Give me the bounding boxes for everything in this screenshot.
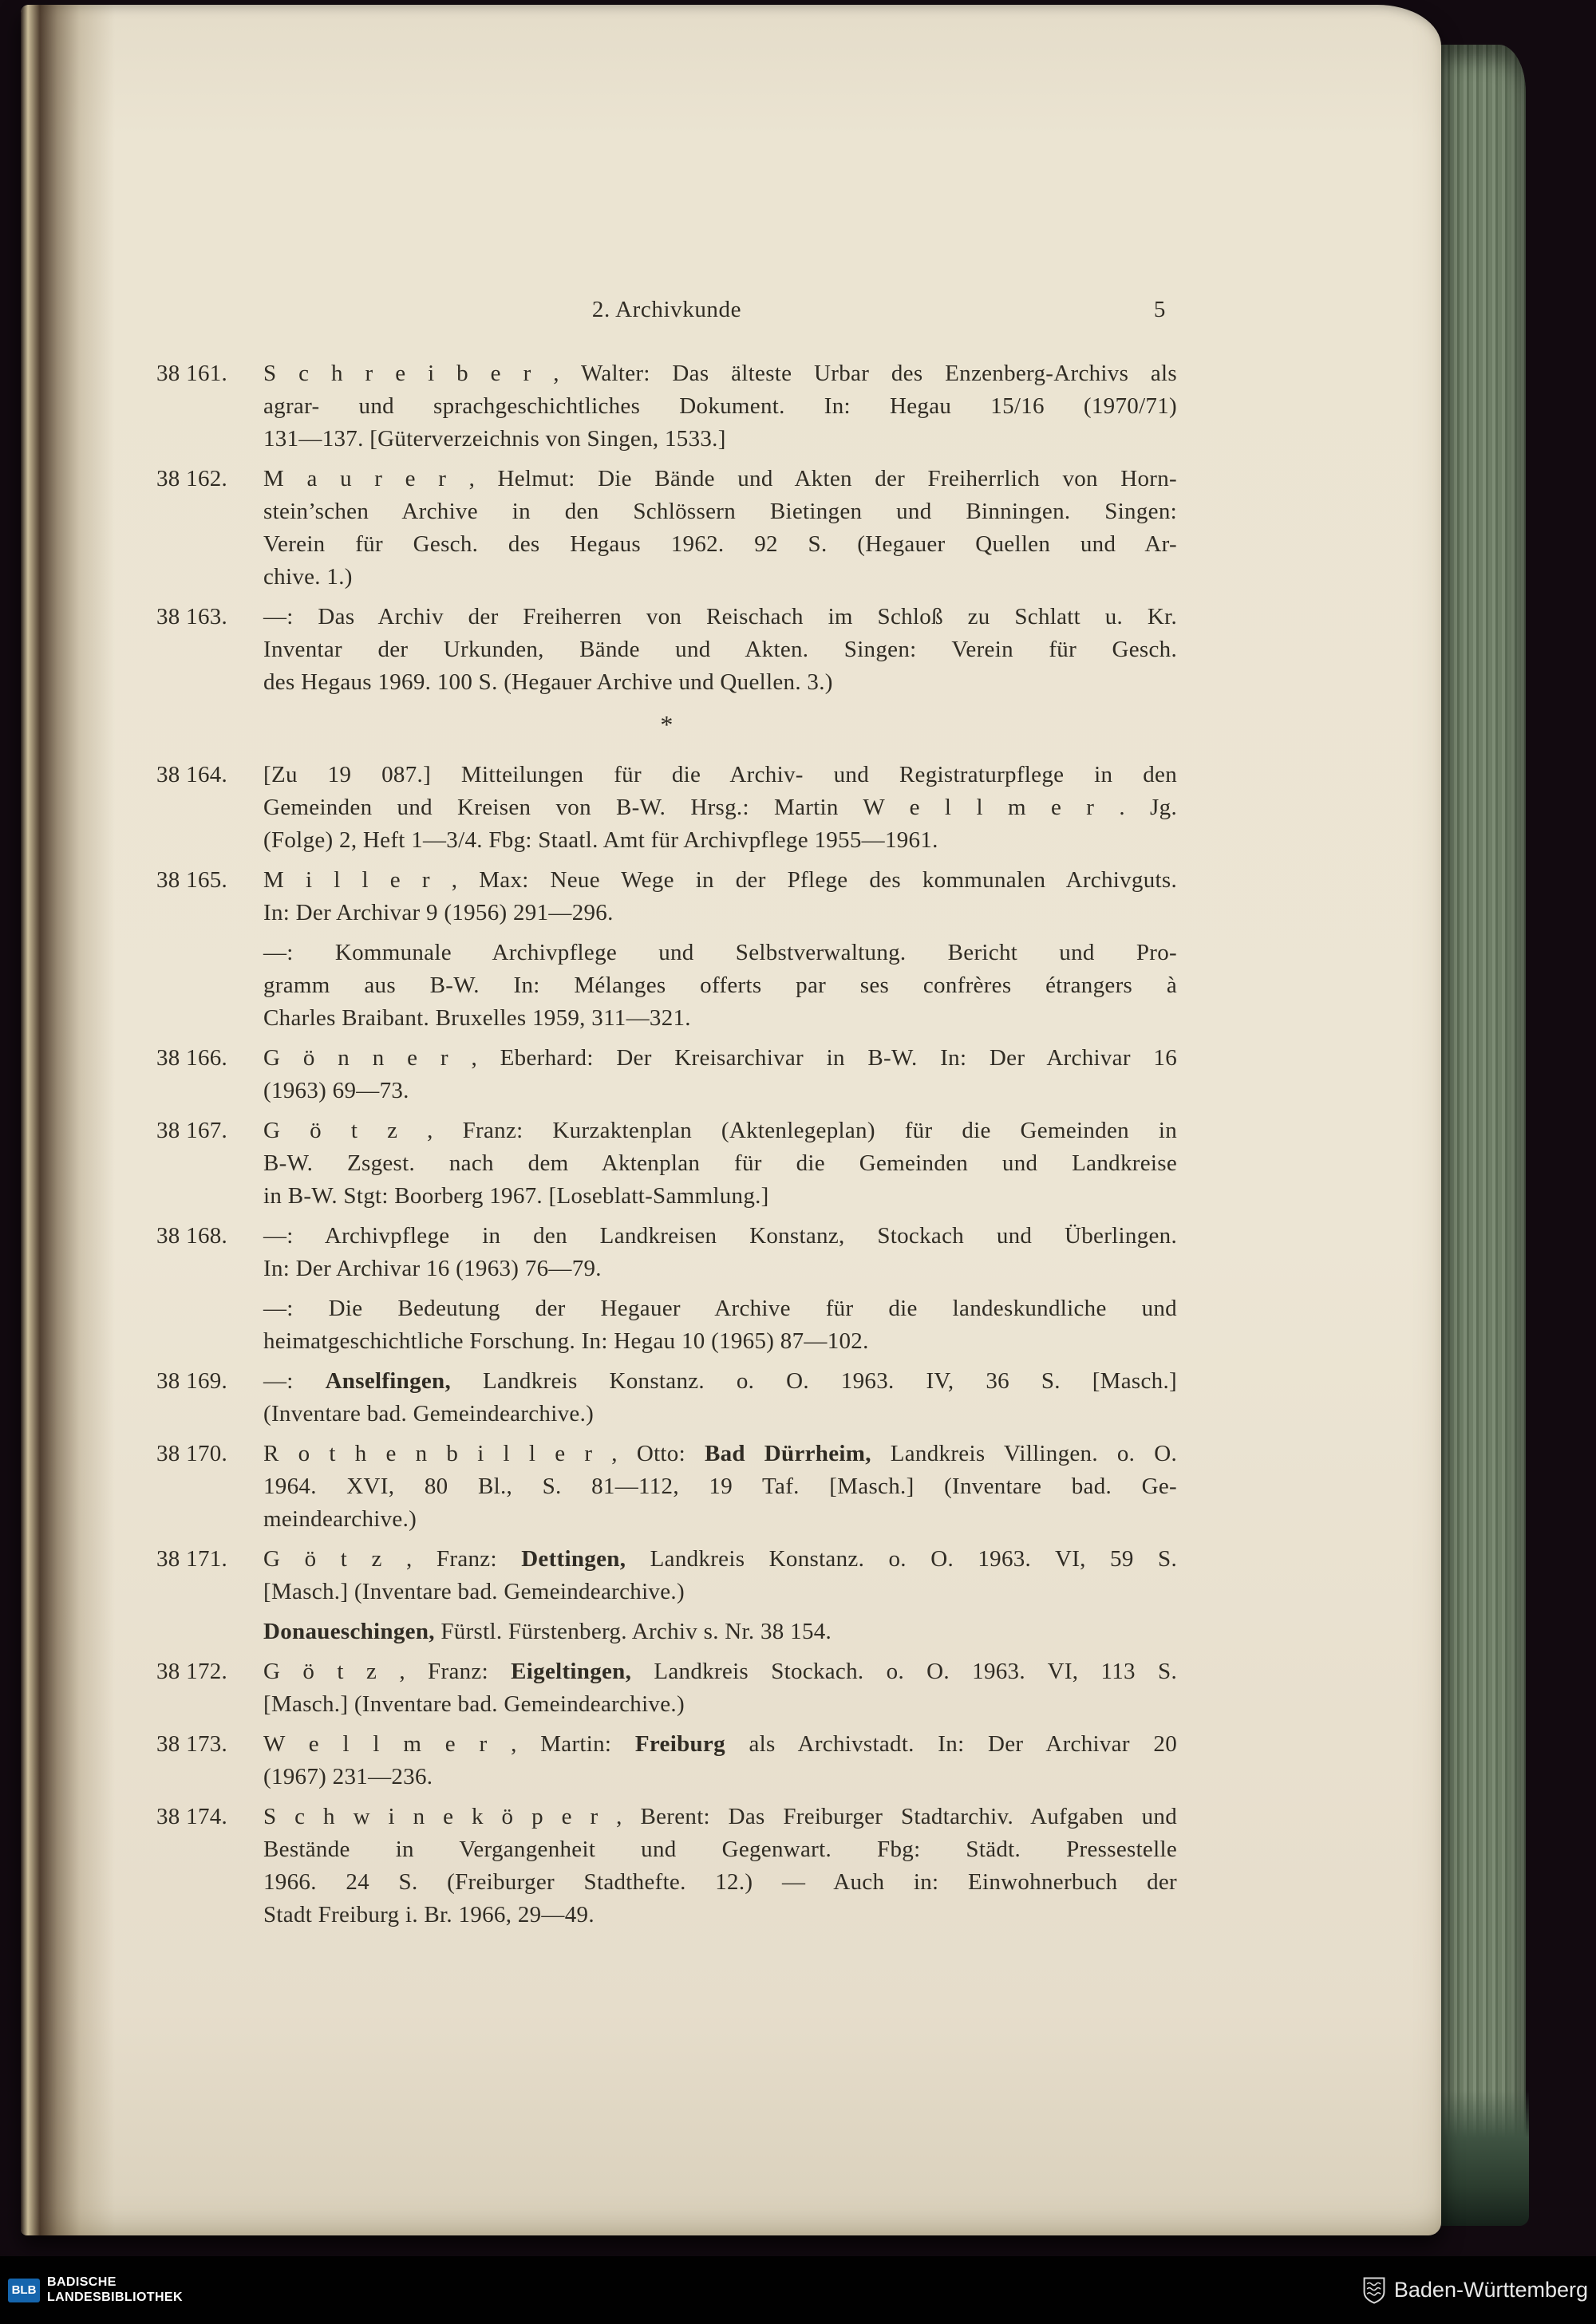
entry-text — [263, 1438, 1177, 1536]
entry-line: S c h r e i b e r , Walter: Das älteste Urbar des Enzenberg-Archivs als — [263, 361, 1177, 386]
entry-line-text: R o t h e n b i l l e r , Otto: — [263, 1441, 705, 1466]
viewer-footer — [0, 2256, 1596, 2324]
entry-number: 38 161. — [156, 361, 228, 386]
entry-line: Bestände in Vergangenheit und Gegenwart. Fbg: Städt. Pressestelle — [263, 1837, 1177, 1862]
bibliography-entry — [156, 937, 1177, 1035]
entry-line-text: Landkreis Villingen. o. O. — [871, 1441, 1178, 1466]
place-name-bold: Bad Dürrheim, — [704, 1441, 871, 1466]
bibliography-entry — [156, 864, 1177, 929]
bibliography-entry — [156, 357, 1177, 456]
entry-line: —: Das Archiv der Freiherren von Reischach im Schloß zu Schlatt u. Kr. — [263, 604, 1177, 629]
entry-line: stein’schen Archive in den Schlössern Bietingen und Binningen. Singen: — [263, 499, 1177, 524]
entry-line: G ö t z , Franz: Kurzaktenplan (Aktenlegeplan) für die Gemeinden in — [263, 1118, 1177, 1143]
entry-line — [263, 1728, 1177, 1761]
entry-list — [156, 357, 1177, 1939]
place-name-bold: Donaueschingen, — [263, 1619, 435, 1644]
baden-wuerttemberg-crest-icon — [1362, 2276, 1386, 2305]
entry-text — [263, 1292, 1177, 1358]
library-name-line1: BADISCHE — [47, 2275, 117, 2290]
entry-line-text: als Archivstadt. In: Der Archivar 20 — [725, 1731, 1177, 1757]
page-header — [156, 294, 1177, 326]
entry-line: M i l l e r , Max: Neue Wege in der Pflege des kommunalen Archivguts. — [263, 867, 1177, 893]
entry-number: 38 166. — [156, 1045, 228, 1071]
bibliography-entry — [156, 1292, 1177, 1358]
bibliography-entry — [156, 1220, 1177, 1285]
entry-text — [263, 1042, 1177, 1107]
entry-line: meindearchive.) — [263, 1506, 417, 1532]
entry-line: gramm aus B-W. In: Mélanges offerts par ses confrères étrangers à — [263, 973, 1177, 998]
entry-number: 38 162. — [156, 466, 228, 491]
entry-line: —: Archivpflege in den Landkreisen Konstanz, Stockach und Überlingen. — [263, 1223, 1177, 1249]
entry-line: —: Kommunale Archivpflege und Selbstverwaltung. Bericht und Pro- — [263, 940, 1177, 965]
entry-line-text: —: — [263, 1368, 326, 1394]
library-name — [47, 2275, 183, 2305]
entry-text — [263, 1365, 1177, 1430]
section-title: 2. Archivkunde — [591, 297, 742, 322]
entry-number: 38 170. — [156, 1441, 228, 1466]
entry-number — [156, 937, 263, 1035]
entry-line — [263, 1438, 1177, 1470]
entry-line — [263, 1616, 1177, 1648]
entry-text — [263, 1616, 1177, 1648]
entry-line: In: Der Archivar 9 (1956) 291—296. — [263, 900, 614, 925]
entry-text — [263, 1543, 1177, 1608]
entry-number: 38 174. — [156, 1804, 228, 1829]
entry-line: 131—137. [Güterverzeichnis von Singen, 1533.] — [263, 426, 726, 452]
library-name-line2: LANDESBIBLIOTHEK — [47, 2290, 183, 2304]
entry-line: S c h w i n e k ö p e r , Berent: Das Freiburger Stadtarchiv. Aufgaben und — [263, 1804, 1177, 1829]
entry-line: in B-W. Stgt: Boorberg 1967. [Loseblatt-Sammlung.] — [263, 1183, 769, 1209]
entry-text — [263, 1801, 1177, 1931]
book-page — [21, 5, 1441, 2235]
entry-line — [263, 1655, 1177, 1688]
entry-line-text: G ö t z , Franz: — [263, 1546, 522, 1572]
entry-number: 38 163. — [156, 604, 228, 629]
bibliography-entry — [156, 1655, 1177, 1721]
entry-number: 38 173. — [156, 1731, 228, 1757]
entry-line: (Folge) 2, Heft 1—3/4. Fbg: Staatl. Amt für Archivpflege 1955—1961. — [263, 827, 938, 853]
entry-number: 38 165. — [156, 867, 228, 893]
entry-number: 38 164. — [156, 762, 228, 787]
entry-line: M a u r e r , Helmut: Die Bände und Akten der Freiherrlich von Horn- — [263, 466, 1177, 491]
entry-text — [263, 1655, 1177, 1721]
bibliography-entry — [156, 1042, 1177, 1107]
bibliography-entry — [156, 1438, 1177, 1536]
entry-text — [263, 463, 1177, 594]
book-cover-edge — [1435, 2090, 1529, 2226]
entry-text — [263, 759, 1177, 857]
entry-line-text: G ö t z , Franz: — [263, 1659, 512, 1684]
entry-number: 38 169. — [156, 1368, 228, 1394]
entry-line: —: Die Bedeutung der Hegauer Archive für die landeskundliche und — [263, 1296, 1177, 1321]
entry-line: (1963) 69—73. — [263, 1078, 409, 1103]
entry-line-text: Landkreis Konstanz. o. O. 1963. VI, 59 S. — [626, 1546, 1177, 1572]
entry-number — [156, 1616, 263, 1648]
entry-line: (Inventare bad. Gemeindearchive.) — [263, 1401, 595, 1426]
bibliography-entry — [156, 1801, 1177, 1931]
entry-line: 1964. XVI, 80 Bl., S. 81—112, 19 Taf. [Masch.] (Inventare bad. Ge- — [263, 1474, 1177, 1499]
entry-line: (1967) 231—236. — [263, 1764, 433, 1789]
place-name-bold: Dettingen, — [521, 1546, 626, 1572]
entry-line: des Hegaus 1969. 100 S. (Hegauer Archive und Quellen. 3.) — [263, 669, 833, 695]
entry-line: Gemeinden und Kreisen von B-W. Hrsg.: Martin W e l l m e r . Jg. — [263, 795, 1177, 820]
entry-line: [Zu 19 087.] Mitteilungen für die Archiv- und Registraturpflege in den — [263, 762, 1177, 787]
entry-line — [263, 1365, 1177, 1398]
entry-line: 1966. 24 S. (Freiburger Stadthefte. 12.) — Auch in: Einwohnerbuch der — [263, 1869, 1177, 1895]
bibliography-entry — [156, 1728, 1177, 1793]
bw-label: Baden-Württemberg — [1393, 2278, 1588, 2302]
bibliography-entry — [156, 463, 1177, 594]
entry-line: Verein für Gesch. des Hegaus 1962. 92 S. (Hegauer Quellen und Ar- — [263, 531, 1177, 557]
entry-text — [263, 1220, 1177, 1285]
blb-logo — [8, 2279, 40, 2302]
bibliography-entry — [156, 1115, 1177, 1213]
entry-line: [Masch.] (Inventare bad. Gemeindearchive.) — [263, 1691, 685, 1717]
entry-number: 38 168. — [156, 1223, 228, 1249]
page-gutter-shadow — [21, 5, 117, 2235]
entry-line: B-W. Zsgest. nach dem Aktenplan für die Gemeinden und Landkreise — [263, 1150, 1177, 1176]
entry-line-text: Landkreis Konstanz. o. O. 1963. IV, 36 S. [Masch.] — [451, 1368, 1177, 1394]
bibliography-entry — [156, 1616, 1177, 1648]
blb-logo-text: BLB — [11, 2283, 37, 2297]
entry-text — [263, 601, 1177, 699]
entry-line: Charles Braibant. Bruxelles 1959, 311—321. — [263, 1005, 691, 1031]
entry-line: [Masch.] (Inventare bad. Gemeindearchive.) — [263, 1579, 685, 1604]
section-separator: * — [660, 710, 674, 739]
entry-line: chive. 1.) — [263, 564, 353, 590]
entry-number: 38 171. — [156, 1546, 228, 1572]
entry-number: 38 167. — [156, 1118, 228, 1143]
entry-line — [263, 1543, 1177, 1576]
entry-line: In: Der Archivar 16 (1963) 76—79. — [263, 1256, 602, 1281]
entry-number — [156, 1292, 263, 1358]
entry-text — [263, 357, 1177, 456]
entry-line: heimatgeschichtliche Forschung. In: Hegau 10 (1965) 87—102. — [263, 1328, 869, 1354]
place-name-bold: Eigeltingen, — [511, 1659, 632, 1684]
entry-line: G ö n n e r , Eberhard: Der Kreisarchivar in B-W. In: Der Archivar 16 — [263, 1045, 1177, 1071]
entry-line-text: W e l l m e r , Martin: — [263, 1731, 635, 1757]
entry-text — [263, 864, 1177, 929]
page-number: 5 — [1153, 297, 1166, 322]
entry-line-text: Landkreis Stockach. o. O. 1963. VI, 113 S. — [631, 1659, 1177, 1684]
book-fore-edge — [1435, 45, 1526, 2204]
place-name-bold: Anselfingen, — [325, 1368, 452, 1394]
place-name-bold: Freiburg — [634, 1731, 725, 1757]
blb-brand — [8, 2275, 183, 2305]
bibliography-entry — [156, 1543, 1177, 1608]
entry-line: Inventar der Urkunden, Bände und Akten. Singen: Verein für Gesch. — [263, 637, 1177, 662]
entry-text — [263, 937, 1177, 1035]
entry-text — [263, 1115, 1177, 1213]
entry-line: agrar- und sprachgeschichtliches Dokument. In: Hegau 15/16 (1970/71) — [263, 393, 1177, 419]
entry-text — [263, 1728, 1177, 1793]
entry-number: 38 172. — [156, 1659, 228, 1684]
entry-line-text: Fürstl. Fürstenberg. Archiv s. Nr. 38 154. — [434, 1619, 832, 1644]
bw-brand — [1362, 2276, 1588, 2305]
bibliography-entry — [156, 759, 1177, 857]
entry-line: Stadt Freiburg i. Br. 1966, 29—49. — [263, 1902, 595, 1927]
bibliography-entry — [156, 1365, 1177, 1430]
bibliography-entry — [156, 601, 1177, 699]
